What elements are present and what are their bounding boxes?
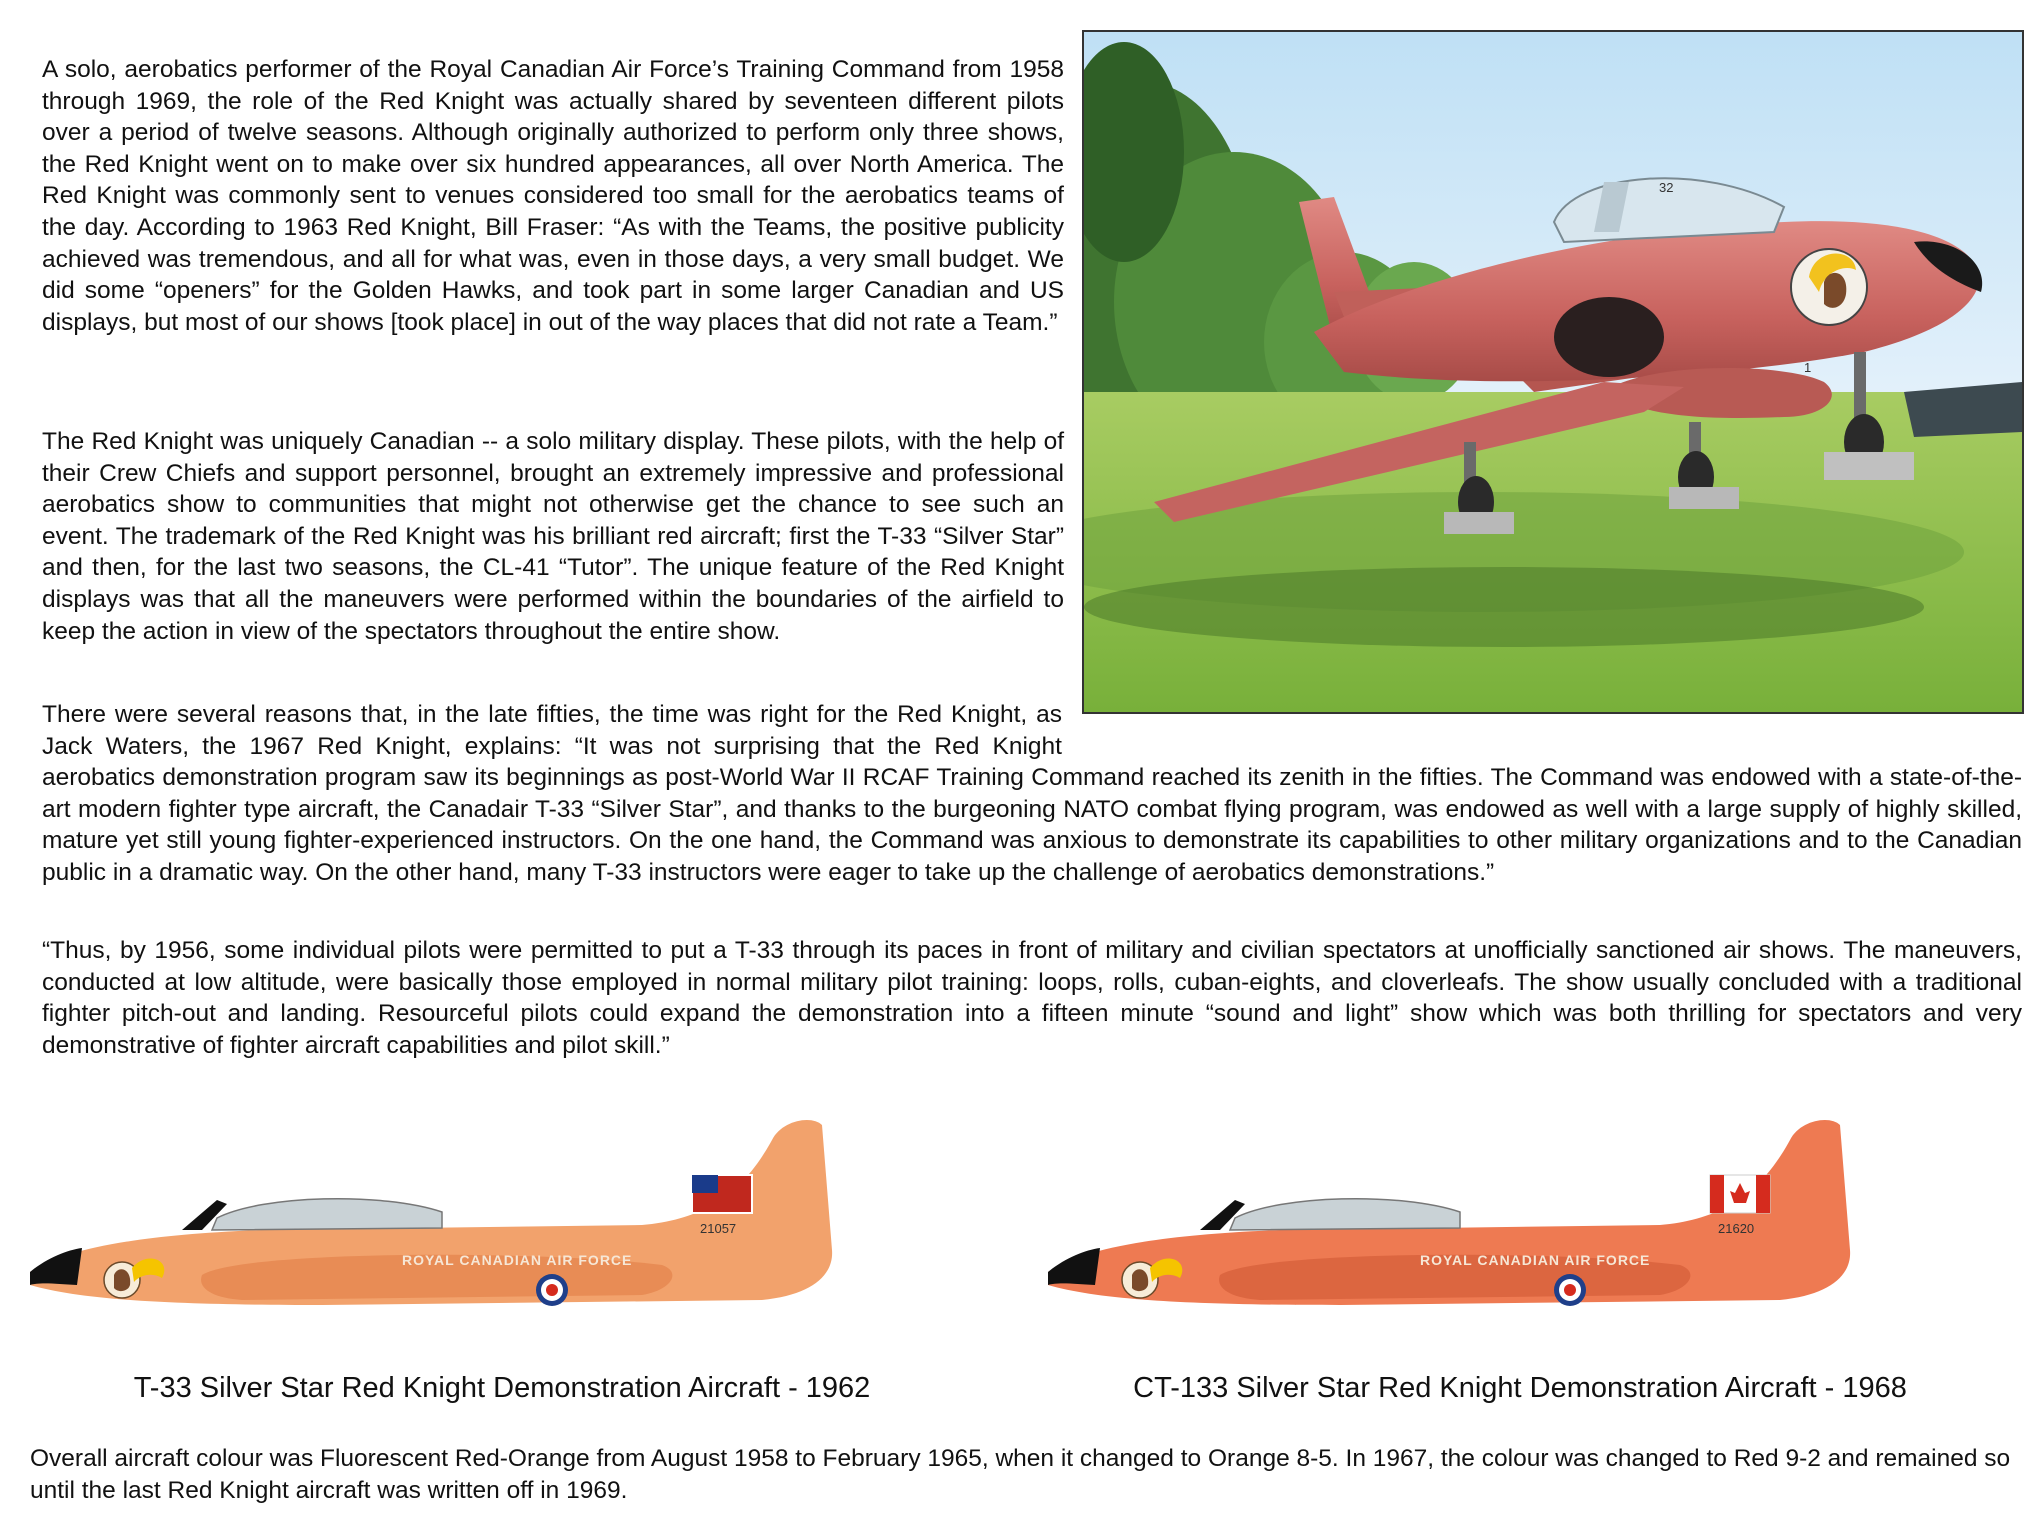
- canopy: [1230, 1199, 1460, 1230]
- fuselage-lettering: ROYAL CANADIAN AIR FORCE: [402, 1252, 633, 1268]
- colour-footnote: Overall aircraft colour was Fluorescent Red-Orange from August 1958 to February 1965, when it changed to Orange 8-5. In 1967, the colour was changed to Red 9-2 and remained so until the last Red Knight aircraft was written off in 1969.: [30, 1445, 2011, 1504]
- union-jack-canton: [692, 1175, 718, 1193]
- roundel-centre: [546, 1284, 558, 1296]
- profile-t33-1962-drawing: [22, 1100, 982, 1370]
- article-paragraph-2: The Red Knight was uniquely Canadian -- a solo military display. These pilots, with the help of their Crew Chiefs and support personnel, brought an extremely impressive and professional aerobatics show to communities that might not otherwise get the chance to see such an event. The trademark of the Red Knight was his brilliant red aircraft; first the T-33 “Silver Star” and then, for the last two seasons, the CL-41 “Tutor”. The unique feature of the Red Knight displays was that all the maneuvers were performed within the boundaries of the airfield to keep the action in view of the spectators throughout the entire show.: [42, 428, 1064, 645]
- profile-ct133-1968: [1040, 1100, 2000, 1370]
- nose-cone: [30, 1248, 82, 1285]
- profile-t33-1962: [22, 1100, 982, 1370]
- article-paragraph-1: A solo, aerobatics performer of the Royal Canadian Air Force’s Training Command from 1958 through 1969, the role of the Red Knight was actually shared by seventeen different pilots over a period of twelve seasons. Although originally authorized to perform only three shows, the Red Knight went on to make over six hundred appearances, all over North America. The Red Knight was commonly sent to venues considered too small for the aerobatics teams of the day. According to 1963 Red Knight, Bill Fraser: “As with the Teams, the positive publicity achieved was tremendous, and all for what was, even in those days, a very small budget. We did some “openers” for the Golden Hawks, and took part in some larger Canadian and US displays, but most of our shows [took place] in out of the way places that did not rate a Team.”: [42, 56, 1064, 336]
- canopy-number: 32: [1659, 180, 1674, 195]
- canada-flag-bar-left: [1710, 1175, 1724, 1213]
- article-paragraph-4: “Thus, by 1956, some individual pilots were permitted to put a T-33 through its paces in front of military and civilian spectators at unofficially sanctioned air shows. The maneuvers, conducted at low altitude, were basically those employed in normal military pilot training: loops, rolls, cuban-eights, and cloverleafs. The show usually concluded with a traditional fighter pitch-out and landing. Resourceful pilots could expand the demonstration into a fifteen minute “sound and light” show which was both thrilling for spectators and very demonstrative of fighter aircraft capabilities and pilot skill.”: [42, 937, 2022, 1059]
- nose-cone: [1048, 1248, 1100, 1285]
- canopy: [212, 1199, 442, 1230]
- red-knight-photo: [1082, 30, 2024, 714]
- caption-1962: T-33 Silver Star Red Knight Demonstration Aircraft - 1962: [133, 1372, 871, 1404]
- article-paragraph-3: [42, 699, 2022, 889]
- tail-serial: 21620: [1718, 1221, 1755, 1236]
- fuselage-lettering: ROYAL CANADIAN AIR FORCE: [1420, 1252, 1651, 1268]
- article-paragraph-3-text: There were several reasons that, in the late fifties, the time was right for the Red Knight, as Jack Waters, the 1967 Red Knight, explains: “It was not surprising that the Red Knight aerobatics demonstration program saw its beginnings as post-World War II RCAF Training Command reached its zenith in the fifties. The Command was endowed with a state-of-the-art modern fighter type aircraft, the Canadair T-33 “Silver Star”, and thanks to the burgeoning NATO combat flying program, was endowed as well with a large supply of highly skilled, mature yet still young fighter-experienced instructors. On the one hand, the Command was anxious to demonstrate its capabilities to other military organizations and to the Canadian public in a dramatic way. On the other hand, many T-33 instructors were eager to take up the challenge of aerobatics demonstrations.”: [42, 701, 2022, 886]
- nose-number: 1: [1804, 360, 1812, 375]
- caption-1968: CT-133 Silver Star Red Knight Demonstration Aircraft - 1968: [1133, 1372, 1907, 1404]
- profile-ct133-1968-drawing: [1040, 1100, 2000, 1370]
- tail-serial: 21057: [700, 1221, 737, 1236]
- roundel-centre: [1564, 1284, 1576, 1296]
- canada-flag-bar-right: [1756, 1175, 1770, 1213]
